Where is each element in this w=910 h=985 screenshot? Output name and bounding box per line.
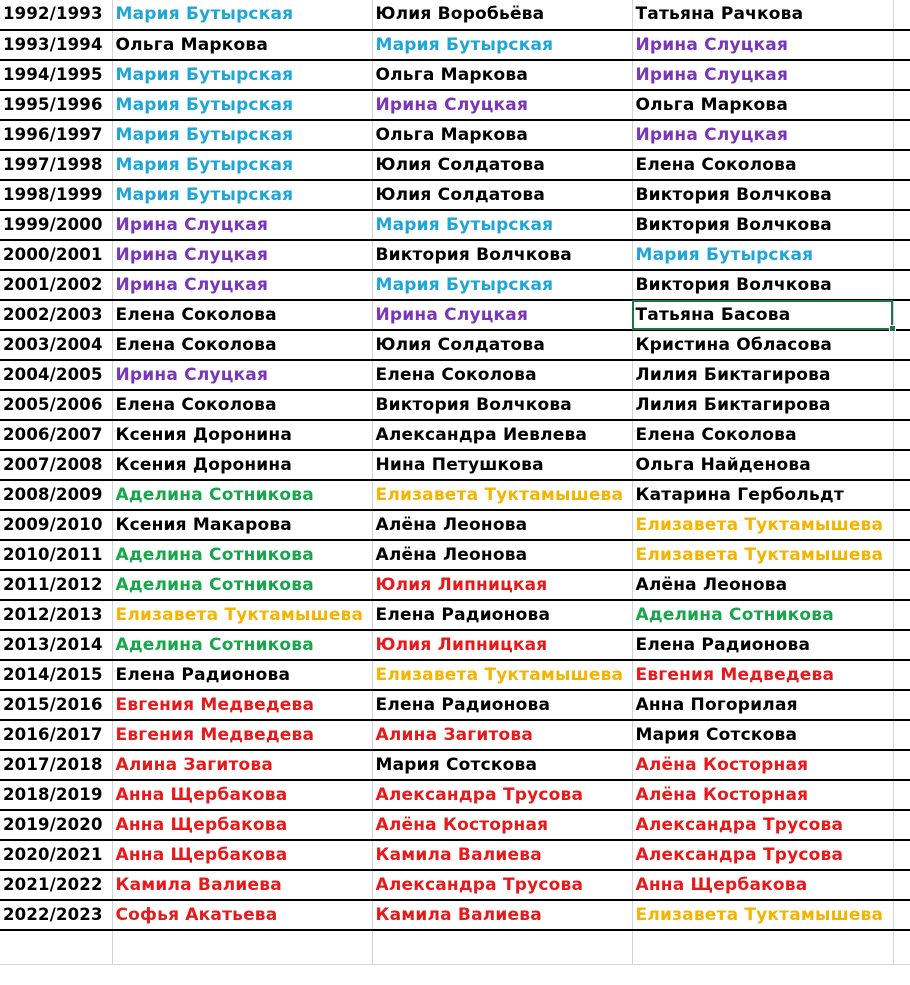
- empty-cell[interactable]: [0, 930, 112, 964]
- third-place-cell[interactable]: Ирина Слуцкая: [632, 60, 893, 90]
- first-place-cell[interactable]: Ксения Доронина: [112, 450, 372, 480]
- second-place-cell[interactable]: Ольга Маркова: [372, 60, 632, 90]
- table-row: [0, 750, 910, 780]
- empty-cell[interactable]: [893, 690, 910, 720]
- third-place-cell[interactable]: Алёна Косторная: [632, 780, 893, 810]
- third-place-cell[interactable]: Кристина Обласова: [632, 330, 893, 360]
- first-place-cell[interactable]: Аделина Сотникова: [112, 570, 372, 600]
- table-row: [0, 330, 910, 360]
- table-row: [0, 870, 910, 900]
- empty-cell[interactable]: [893, 30, 910, 60]
- second-place-cell[interactable]: Камила Валиева: [372, 840, 632, 870]
- table-row: [0, 90, 910, 120]
- second-place-cell[interactable]: Юлия Липницкая: [372, 630, 632, 660]
- season-cell[interactable]: 2013/2014: [0, 630, 112, 660]
- second-place-cell[interactable]: Алёна Леонова: [372, 540, 632, 570]
- second-place-cell[interactable]: Александра Трусова: [372, 780, 632, 810]
- table-row: [0, 810, 910, 840]
- table-row: [0, 30, 910, 60]
- first-place-cell[interactable]: Елена Соколова: [112, 330, 372, 360]
- first-place-cell[interactable]: Мария Бутырская: [112, 120, 372, 150]
- table-row: [0, 120, 910, 150]
- empty-cell[interactable]: [893, 480, 910, 510]
- table-row: [0, 390, 910, 420]
- empty-cell[interactable]: [893, 780, 910, 810]
- first-place-cell[interactable]: Ирина Слуцкая: [112, 270, 372, 300]
- first-place-cell[interactable]: Ирина Слуцкая: [112, 240, 372, 270]
- first-place-cell[interactable]: Аделина Сотникова: [112, 630, 372, 660]
- first-place-cell[interactable]: Ирина Слуцкая: [112, 360, 372, 390]
- empty-cell[interactable]: [893, 330, 910, 360]
- first-place-cell[interactable]: Мария Бутырская: [112, 0, 372, 30]
- table-row: [0, 270, 910, 300]
- table-row: [0, 720, 910, 750]
- empty-cell[interactable]: [893, 360, 910, 390]
- season-cell[interactable]: 1996/1997: [0, 120, 112, 150]
- empty-cell[interactable]: [893, 300, 910, 330]
- second-place-cell[interactable]: Виктория Волчкова: [372, 390, 632, 420]
- third-place-cell[interactable]: Александра Трусова: [632, 840, 893, 870]
- season-cell[interactable]: 1997/1998: [0, 150, 112, 180]
- empty-cell[interactable]: [893, 270, 910, 300]
- season-cell[interactable]: 2011/2012: [0, 570, 112, 600]
- season-cell[interactable]: 1994/1995: [0, 60, 112, 90]
- first-place-cell[interactable]: Мария Бутырская: [112, 90, 372, 120]
- first-place-cell[interactable]: Елизавета Туктамышева: [112, 600, 372, 630]
- third-place-cell[interactable]: Ольга Найденова: [632, 450, 893, 480]
- first-place-cell[interactable]: Софья Акатьева: [112, 900, 372, 930]
- first-place-cell[interactable]: Мария Бутырская: [112, 150, 372, 180]
- empty-cell[interactable]: [893, 510, 910, 540]
- empty-cell[interactable]: [893, 570, 910, 600]
- table-row: [0, 300, 910, 330]
- empty-cell[interactable]: [893, 420, 910, 450]
- season-cell[interactable]: 2019/2020: [0, 810, 112, 840]
- empty-cell[interactable]: [893, 450, 910, 480]
- first-place-cell[interactable]: Аделина Сотникова: [112, 480, 372, 510]
- table-row: [0, 150, 910, 180]
- second-place-cell[interactable]: Нина Петушкова: [372, 450, 632, 480]
- table-row: [0, 840, 910, 870]
- first-place-cell[interactable]: Мария Бутырская: [112, 60, 372, 90]
- first-place-cell[interactable]: Елена Соколова: [112, 390, 372, 420]
- second-place-cell[interactable]: Юлия Солдатова: [372, 180, 632, 210]
- first-place-cell[interactable]: Ольга Маркова: [112, 30, 372, 60]
- second-place-cell[interactable]: Камила Валиева: [372, 900, 632, 930]
- season-cell[interactable]: 2009/2010: [0, 510, 112, 540]
- third-place-cell[interactable]: Татьяна Басова: [632, 300, 893, 330]
- table-row: [0, 540, 910, 570]
- second-place-cell[interactable]: Ольга Маркова: [372, 120, 632, 150]
- empty-cell[interactable]: [893, 630, 910, 660]
- second-place-cell[interactable]: Ирина Слуцкая: [372, 90, 632, 120]
- first-place-cell[interactable]: Евгения Медведева: [112, 720, 372, 750]
- second-place-cell[interactable]: Юлия Липницкая: [372, 570, 632, 600]
- season-cell[interactable]: 1999/2000: [0, 210, 112, 240]
- empty-cell[interactable]: [893, 0, 910, 30]
- empty-cell[interactable]: [893, 720, 910, 750]
- first-place-cell[interactable]: Мария Бутырская: [112, 180, 372, 210]
- table-row: [0, 900, 910, 930]
- second-place-cell[interactable]: Юлия Воробьёва: [372, 0, 632, 30]
- empty-cell[interactable]: [893, 900, 910, 930]
- first-place-cell[interactable]: Анна Щербакова: [112, 840, 372, 870]
- table-row: [0, 240, 910, 270]
- second-place-cell[interactable]: Виктория Волчкова: [372, 240, 632, 270]
- table-row: [0, 630, 910, 660]
- third-place-cell[interactable]: Ирина Слуцкая: [632, 120, 893, 150]
- second-place-cell[interactable]: Елена Радионова: [372, 600, 632, 630]
- third-place-cell[interactable]: Евгения Медведева: [632, 660, 893, 690]
- season-cell[interactable]: 2020/2021: [0, 840, 112, 870]
- first-place-cell[interactable]: Ксения Доронина: [112, 420, 372, 450]
- third-place-cell[interactable]: Виктория Волчкова: [632, 210, 893, 240]
- second-place-cell[interactable]: Алина Загитова: [372, 720, 632, 750]
- season-cell[interactable]: 2016/2017: [0, 720, 112, 750]
- season-cell[interactable]: 2022/2023: [0, 900, 112, 930]
- table-row: [0, 510, 910, 540]
- third-place-cell[interactable]: Елизавета Туктамышева: [632, 900, 893, 930]
- second-place-cell[interactable]: Алёна Косторная: [372, 810, 632, 840]
- second-place-cell[interactable]: Мария Бутырская: [372, 210, 632, 240]
- third-place-cell[interactable]: Лилия Биктагирова: [632, 390, 893, 420]
- table-row: [0, 360, 910, 390]
- first-place-cell[interactable]: Камила Валиева: [112, 870, 372, 900]
- empty-cell[interactable]: [893, 810, 910, 840]
- empty-cell[interactable]: [893, 240, 910, 270]
- season-cell[interactable]: 2004/2005: [0, 360, 112, 390]
- second-place-cell[interactable]: Ирина Слуцкая: [372, 300, 632, 330]
- second-place-cell[interactable]: Юлия Солдатова: [372, 150, 632, 180]
- table-row: [0, 690, 910, 720]
- third-place-cell[interactable]: Виктория Волчкова: [632, 270, 893, 300]
- season-cell[interactable]: 2001/2002: [0, 270, 112, 300]
- third-place-cell[interactable]: Елена Соколова: [632, 150, 893, 180]
- table-row: [0, 60, 910, 90]
- first-place-cell[interactable]: Ксения Макарова: [112, 510, 372, 540]
- empty-cell[interactable]: [893, 870, 910, 900]
- table-row: [0, 0, 910, 30]
- second-place-cell[interactable]: Алёна Леонова: [372, 510, 632, 540]
- empty-cell[interactable]: [893, 750, 910, 780]
- empty-cell[interactable]: [893, 90, 910, 120]
- season-cell[interactable]: 2010/2011: [0, 540, 112, 570]
- first-place-cell[interactable]: Елена Соколова: [112, 300, 372, 330]
- second-place-cell[interactable]: Елена Соколова: [372, 360, 632, 390]
- table-row: [0, 570, 910, 600]
- season-cell[interactable]: 2017/2018: [0, 750, 112, 780]
- third-place-cell[interactable]: Татьяна Рачкова: [632, 0, 893, 30]
- third-place-cell[interactable]: Елизавета Туктамышева: [632, 540, 893, 570]
- empty-cell[interactable]: [893, 600, 910, 630]
- table-row: [0, 600, 910, 630]
- third-place-cell[interactable]: Мария Сотскова: [632, 720, 893, 750]
- season-cell[interactable]: 2021/2022: [0, 870, 112, 900]
- third-place-cell[interactable]: Анна Щербакова: [632, 870, 893, 900]
- second-place-cell[interactable]: Елена Радионова: [372, 690, 632, 720]
- empty-cell[interactable]: [893, 540, 910, 570]
- season-cell[interactable]: 1995/1996: [0, 90, 112, 120]
- table-row: [0, 180, 910, 210]
- table-row: [0, 420, 910, 450]
- third-place-cell[interactable]: Аделина Сотникова: [632, 600, 893, 630]
- second-place-cell[interactable]: Мария Сотскова: [372, 750, 632, 780]
- empty-cell[interactable]: [893, 60, 910, 90]
- empty-cell[interactable]: [893, 840, 910, 870]
- season-cell[interactable]: 1998/1999: [0, 180, 112, 210]
- season-cell[interactable]: 2018/2019: [0, 780, 112, 810]
- table-row: [0, 210, 910, 240]
- season-cell[interactable]: 2015/2016: [0, 690, 112, 720]
- third-place-cell[interactable]: Мария Бутырская: [632, 240, 893, 270]
- first-place-cell[interactable]: Елена Радионова: [112, 660, 372, 690]
- season-cell[interactable]: 2006/2007: [0, 420, 112, 450]
- season-cell[interactable]: 1992/1993: [0, 0, 112, 30]
- season-cell[interactable]: 2014/2015: [0, 660, 112, 690]
- empty-cell[interactable]: [112, 930, 372, 964]
- table-row: [0, 780, 910, 810]
- empty-cell[interactable]: [893, 660, 910, 690]
- third-place-cell[interactable]: Елена Радионова: [632, 630, 893, 660]
- third-place-cell[interactable]: Елизавета Туктамышева: [632, 510, 893, 540]
- empty-cell[interactable]: [893, 390, 910, 420]
- first-place-cell[interactable]: Евгения Медведева: [112, 690, 372, 720]
- season-cell[interactable]: 2007/2008: [0, 450, 112, 480]
- season-cell[interactable]: 1993/1994: [0, 30, 112, 60]
- empty-cell[interactable]: [893, 180, 910, 210]
- season-cell[interactable]: 2008/2009: [0, 480, 112, 510]
- third-place-cell[interactable]: Лилия Биктагирова: [632, 360, 893, 390]
- table-row: [0, 660, 910, 690]
- third-place-cell[interactable]: Катарина Гербольдт: [632, 480, 893, 510]
- first-place-cell[interactable]: Аделина Сотникова: [112, 540, 372, 570]
- third-place-cell[interactable]: Виктория Волчкова: [632, 180, 893, 210]
- first-place-cell[interactable]: Анна Щербакова: [112, 810, 372, 840]
- first-place-cell[interactable]: Ирина Слуцкая: [112, 210, 372, 240]
- third-place-cell[interactable]: Елена Соколова: [632, 420, 893, 450]
- first-place-cell[interactable]: Алина Загитова: [112, 750, 372, 780]
- empty-cell[interactable]: [372, 930, 632, 964]
- second-place-cell[interactable]: Елизавета Туктамышева: [372, 660, 632, 690]
- second-place-cell[interactable]: Александра Трусова: [372, 870, 632, 900]
- third-place-cell[interactable]: Ольга Маркова: [632, 90, 893, 120]
- third-place-cell[interactable]: Алёна Косторная: [632, 750, 893, 780]
- empty-row: [0, 930, 910, 964]
- second-place-cell[interactable]: Юлия Солдатова: [372, 330, 632, 360]
- empty-cell[interactable]: [893, 930, 910, 964]
- season-cell[interactable]: 2005/2006: [0, 390, 112, 420]
- season-cell[interactable]: 2012/2013: [0, 600, 112, 630]
- second-place-cell[interactable]: Мария Бутырская: [372, 30, 632, 60]
- season-cell[interactable]: 2000/2001: [0, 240, 112, 270]
- second-place-cell[interactable]: Мария Бутырская: [372, 270, 632, 300]
- third-place-cell[interactable]: Алёна Леонова: [632, 570, 893, 600]
- season-cell[interactable]: 2003/2004: [0, 330, 112, 360]
- table-row: [0, 450, 910, 480]
- empty-cell[interactable]: [893, 120, 910, 150]
- second-place-cell[interactable]: Елизавета Туктамышева: [372, 480, 632, 510]
- third-place-cell[interactable]: Ирина Слуцкая: [632, 30, 893, 60]
- empty-cell[interactable]: [893, 210, 910, 240]
- third-place-cell[interactable]: Александра Трусова: [632, 810, 893, 840]
- third-place-cell[interactable]: Анна Погорилая: [632, 690, 893, 720]
- season-cell[interactable]: 2002/2003: [0, 300, 112, 330]
- first-place-cell[interactable]: Анна Щербакова: [112, 780, 372, 810]
- empty-cell[interactable]: [893, 150, 910, 180]
- empty-cell[interactable]: [632, 930, 893, 964]
- second-place-cell[interactable]: Александра Иевлева: [372, 420, 632, 450]
- table-row: [0, 480, 910, 510]
